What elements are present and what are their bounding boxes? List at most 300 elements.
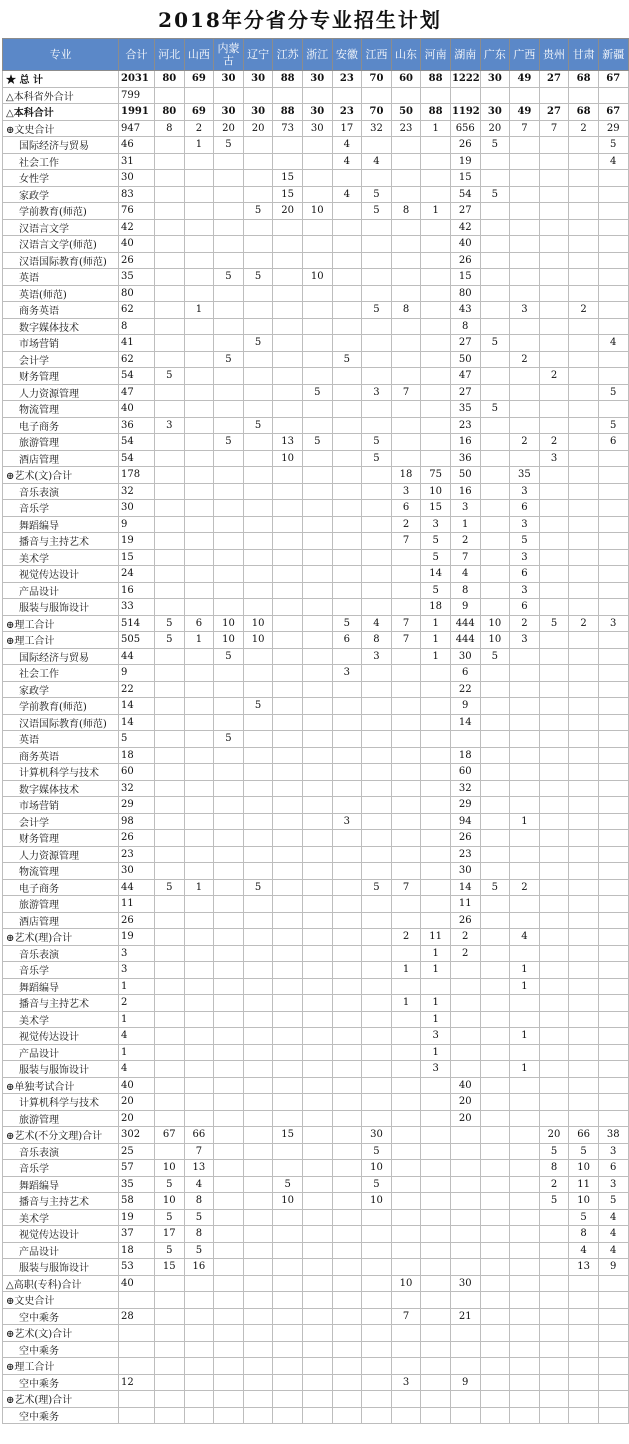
- quota-cell: [332, 1193, 362, 1210]
- quota-cell: [184, 285, 214, 302]
- quota-cell: [510, 945, 540, 962]
- quota-cell: 14: [421, 566, 451, 583]
- quota-cell: [539, 203, 569, 220]
- quota-cell: 1: [421, 1011, 451, 1028]
- total-cell: 2: [119, 995, 155, 1012]
- quota-cell: [214, 1407, 244, 1424]
- quota-cell: [155, 962, 185, 979]
- quota-cell: 15: [450, 269, 480, 286]
- quota-cell: [273, 962, 303, 979]
- total-cell: 23: [119, 846, 155, 863]
- quota-cell: [480, 582, 510, 599]
- quota-cell: [243, 1292, 273, 1309]
- quota-cell: [273, 1325, 303, 1342]
- quota-cell: [273, 912, 303, 929]
- header-row: [3, 39, 629, 71]
- quota-cell: [480, 813, 510, 830]
- quota-cell: [480, 945, 510, 962]
- quota-cell: [273, 632, 303, 649]
- quota-cell: [273, 87, 303, 104]
- quota-cell: [598, 632, 628, 649]
- quota-cell: [391, 797, 421, 814]
- quota-cell: 14: [450, 879, 480, 896]
- quota-cell: [598, 269, 628, 286]
- total-cell: 14: [119, 698, 155, 715]
- quota-cell: [480, 467, 510, 484]
- quota-cell: [510, 1176, 540, 1193]
- total-cell: 514: [119, 615, 155, 632]
- table-row: [3, 483, 629, 500]
- quota-cell: [273, 1374, 303, 1391]
- major-cell: 商务英语: [3, 747, 119, 764]
- quota-cell: [450, 1407, 480, 1424]
- quota-cell: [332, 252, 362, 269]
- quota-cell: [539, 995, 569, 1012]
- total-cell: 83: [119, 186, 155, 203]
- quota-cell: [598, 1011, 628, 1028]
- quota-cell: [421, 1193, 451, 1210]
- quota-cell: [510, 1110, 540, 1127]
- quota-cell: [362, 797, 392, 814]
- quota-cell: 5: [214, 351, 244, 368]
- quota-cell: [510, 1407, 540, 1424]
- quota-cell: [184, 698, 214, 715]
- quota-cell: [569, 203, 599, 220]
- quota-cell: [184, 252, 214, 269]
- quota-cell: [273, 384, 303, 401]
- quota-cell: [332, 566, 362, 583]
- quota-cell: [598, 252, 628, 269]
- quota-cell: [391, 1242, 421, 1259]
- quota-cell: [598, 830, 628, 847]
- quota-cell: [214, 566, 244, 583]
- quota-cell: 6: [332, 632, 362, 649]
- table-row: [3, 879, 629, 896]
- quota-cell: 5: [243, 335, 273, 352]
- quota-cell: [421, 1391, 451, 1408]
- quota-cell: [510, 417, 540, 434]
- major-cell: 美术学: [3, 1209, 119, 1226]
- quota-cell: [569, 1094, 599, 1111]
- quota-cell: [273, 335, 303, 352]
- quota-cell: [214, 186, 244, 203]
- quota-cell: [243, 401, 273, 418]
- quota-cell: 6: [598, 1160, 628, 1177]
- quota-cell: 68: [569, 71, 599, 88]
- quota-cell: [155, 995, 185, 1012]
- quota-cell: [421, 1209, 451, 1226]
- quota-cell: [569, 186, 599, 203]
- quota-cell: 20: [450, 1094, 480, 1111]
- quota-cell: [214, 1209, 244, 1226]
- table-row: [3, 1061, 629, 1078]
- quota-cell: [184, 1061, 214, 1078]
- quota-cell: 1: [391, 962, 421, 979]
- quota-cell: [480, 302, 510, 319]
- total-cell: 33: [119, 599, 155, 616]
- quota-cell: [302, 896, 332, 913]
- major-cell: 音乐学: [3, 962, 119, 979]
- quota-cell: [421, 1176, 451, 1193]
- quota-cell: 5: [243, 698, 273, 715]
- summary-row: [3, 1077, 629, 1094]
- quota-cell: [421, 335, 451, 352]
- quota-cell: [332, 285, 362, 302]
- quota-cell: 2: [450, 533, 480, 550]
- quota-cell: [391, 1391, 421, 1408]
- quota-cell: [302, 648, 332, 665]
- quota-cell: [362, 533, 392, 550]
- quota-cell: [302, 962, 332, 979]
- quota-cell: [421, 236, 451, 253]
- quota-cell: [450, 731, 480, 748]
- quota-cell: [480, 153, 510, 170]
- quota-cell: [243, 186, 273, 203]
- quota-cell: [539, 549, 569, 566]
- quota-cell: [332, 1127, 362, 1144]
- quota-cell: [273, 1028, 303, 1045]
- total-cell: 1: [119, 1011, 155, 1028]
- quota-cell: [214, 153, 244, 170]
- summary-row: [3, 467, 629, 484]
- quota-cell: [243, 665, 273, 682]
- quota-cell: 88: [273, 71, 303, 88]
- quota-cell: [332, 500, 362, 517]
- quota-cell: 20: [243, 120, 273, 137]
- quota-cell: [184, 434, 214, 451]
- quota-cell: 3: [332, 665, 362, 682]
- quota-cell: [362, 830, 392, 847]
- quota-cell: [332, 368, 362, 385]
- quota-cell: 5: [362, 203, 392, 220]
- quota-cell: [480, 681, 510, 698]
- quota-cell: [539, 302, 569, 319]
- quota-cell: 5: [214, 731, 244, 748]
- quota-cell: [302, 1259, 332, 1276]
- quota-cell: [243, 1358, 273, 1375]
- quota-cell: [302, 797, 332, 814]
- quota-cell: [214, 978, 244, 995]
- quota-cell: [480, 1407, 510, 1424]
- quota-cell: [214, 714, 244, 731]
- major-cell: 产品设计: [3, 582, 119, 599]
- total-cell: 37: [119, 1226, 155, 1243]
- quota-cell: [273, 1358, 303, 1375]
- quota-cell: [391, 1226, 421, 1243]
- quota-cell: 3: [450, 500, 480, 517]
- quota-cell: [391, 698, 421, 715]
- table-row: [3, 995, 629, 1012]
- quota-cell: 7: [391, 1308, 421, 1325]
- quota-cell: [510, 1094, 540, 1111]
- quota-cell: [391, 1209, 421, 1226]
- quota-cell: [184, 665, 214, 682]
- quota-cell: [480, 533, 510, 550]
- quota-cell: [273, 1391, 303, 1408]
- quota-cell: [302, 1077, 332, 1094]
- quota-cell: [155, 1143, 185, 1160]
- quota-cell: [362, 1325, 392, 1342]
- quota-cell: [569, 153, 599, 170]
- quota-cell: [302, 87, 332, 104]
- quota-cell: 8: [155, 120, 185, 137]
- total-cell: 11: [119, 896, 155, 913]
- quota-cell: [155, 401, 185, 418]
- total-cell: 5: [119, 731, 155, 748]
- quota-cell: [421, 764, 451, 781]
- quota-cell: [155, 1061, 185, 1078]
- quota-cell: [243, 1110, 273, 1127]
- quota-cell: [184, 318, 214, 335]
- quota-cell: [332, 1077, 362, 1094]
- quota-cell: [184, 186, 214, 203]
- quota-cell: [539, 632, 569, 649]
- quota-cell: [362, 285, 392, 302]
- quota-cell: [598, 533, 628, 550]
- quota-cell: [510, 995, 540, 1012]
- quota-cell: [510, 1226, 540, 1243]
- quota-cell: [362, 582, 392, 599]
- quota-cell: 10: [480, 632, 510, 649]
- quota-cell: [391, 813, 421, 830]
- quota-cell: 3: [510, 549, 540, 566]
- quota-cell: [391, 747, 421, 764]
- quota-cell: [480, 1011, 510, 1028]
- quota-cell: 5: [332, 615, 362, 632]
- quota-cell: [302, 170, 332, 187]
- quota-cell: [155, 1044, 185, 1061]
- major-cell: 服装与服饰设计: [3, 599, 119, 616]
- quota-cell: [184, 1094, 214, 1111]
- quota-cell: [480, 1160, 510, 1177]
- quota-cell: [421, 698, 451, 715]
- quota-cell: 4: [598, 1209, 628, 1226]
- major-cell: 音乐学: [3, 1160, 119, 1177]
- quota-cell: [302, 450, 332, 467]
- quota-cell: [569, 599, 599, 616]
- quota-cell: 23: [450, 417, 480, 434]
- quota-cell: [332, 1094, 362, 1111]
- quota-cell: 50: [450, 351, 480, 368]
- quota-cell: [302, 1226, 332, 1243]
- quota-cell: [214, 1176, 244, 1193]
- quota-cell: [273, 368, 303, 385]
- quota-cell: [214, 665, 244, 682]
- quota-cell: [362, 335, 392, 352]
- quota-cell: [362, 1308, 392, 1325]
- quota-cell: [391, 1341, 421, 1358]
- quota-cell: 3: [362, 384, 392, 401]
- quota-cell: [214, 1308, 244, 1325]
- quota-cell: [569, 269, 599, 286]
- column-header: 合计: [119, 39, 155, 71]
- quota-cell: [184, 1341, 214, 1358]
- major-cell: △本科省外合计: [3, 87, 119, 104]
- quota-cell: 35: [510, 467, 540, 484]
- quota-cell: [539, 269, 569, 286]
- quota-cell: 3: [421, 1028, 451, 1045]
- quota-cell: [332, 962, 362, 979]
- quota-cell: 10: [302, 269, 332, 286]
- quota-cell: [421, 896, 451, 913]
- quota-cell: [273, 302, 303, 319]
- total-cell: 62: [119, 351, 155, 368]
- quota-cell: [214, 1193, 244, 1210]
- quota-cell: 5: [362, 1143, 392, 1160]
- quota-cell: [184, 467, 214, 484]
- quota-cell: [480, 1094, 510, 1111]
- quota-cell: [421, 1143, 451, 1160]
- quota-cell: [480, 549, 510, 566]
- quota-cell: [510, 1275, 540, 1292]
- major-cell: 音乐表演: [3, 483, 119, 500]
- quota-cell: 5: [332, 351, 362, 368]
- quota-cell: 5: [510, 533, 540, 550]
- quota-cell: [184, 170, 214, 187]
- major-cell: 英语: [3, 731, 119, 748]
- quota-cell: [391, 269, 421, 286]
- quota-cell: [302, 417, 332, 434]
- quota-cell: [302, 582, 332, 599]
- quota-cell: [332, 1061, 362, 1078]
- quota-cell: [184, 1358, 214, 1375]
- quota-cell: [155, 747, 185, 764]
- quota-cell: [598, 401, 628, 418]
- quota-cell: [184, 1044, 214, 1061]
- quota-cell: [155, 87, 185, 104]
- quota-cell: [332, 1259, 362, 1276]
- quota-cell: [480, 962, 510, 979]
- quota-cell: [480, 351, 510, 368]
- quota-cell: 5: [598, 1193, 628, 1210]
- column-header: 新疆: [598, 39, 628, 71]
- quota-cell: 18: [391, 467, 421, 484]
- quota-cell: [480, 1358, 510, 1375]
- quota-cell: [421, 912, 451, 929]
- quota-cell: [332, 203, 362, 220]
- quota-cell: [273, 797, 303, 814]
- quota-cell: 4: [332, 153, 362, 170]
- quota-cell: [480, 285, 510, 302]
- total-cell: 1: [119, 1044, 155, 1061]
- quota-cell: [598, 780, 628, 797]
- quota-cell: [598, 648, 628, 665]
- quota-cell: [450, 1143, 480, 1160]
- quota-cell: 2: [450, 945, 480, 962]
- quota-cell: [480, 780, 510, 797]
- quota-cell: [391, 896, 421, 913]
- quota-cell: 4: [569, 1242, 599, 1259]
- quota-cell: 49: [510, 71, 540, 88]
- quota-cell: [362, 252, 392, 269]
- major-cell: 学前教育(师范): [3, 698, 119, 715]
- quota-cell: [332, 1374, 362, 1391]
- quota-cell: [391, 665, 421, 682]
- quota-cell: [569, 747, 599, 764]
- quota-cell: [391, 549, 421, 566]
- quota-cell: [510, 1259, 540, 1276]
- quota-cell: [243, 252, 273, 269]
- quota-cell: [480, 170, 510, 187]
- quota-cell: [510, 285, 540, 302]
- quota-cell: 11: [450, 896, 480, 913]
- quota-cell: 4: [332, 137, 362, 154]
- quota-cell: [510, 269, 540, 286]
- quota-cell: [184, 1275, 214, 1292]
- summary-row: [3, 71, 629, 88]
- summary-row: [3, 1391, 629, 1408]
- quota-cell: 5: [155, 879, 185, 896]
- quota-cell: [214, 252, 244, 269]
- quota-cell: 3: [598, 1176, 628, 1193]
- major-cell: 音乐表演: [3, 945, 119, 962]
- quota-cell: [302, 1209, 332, 1226]
- quota-cell: [332, 879, 362, 896]
- total-cell: 20: [119, 1110, 155, 1127]
- quota-cell: [480, 912, 510, 929]
- quota-cell: [362, 236, 392, 253]
- quota-cell: [362, 978, 392, 995]
- quota-cell: [184, 582, 214, 599]
- quota-cell: 5: [362, 879, 392, 896]
- quota-cell: [421, 450, 451, 467]
- quota-cell: [332, 929, 362, 946]
- quota-cell: [273, 764, 303, 781]
- quota-cell: [273, 1209, 303, 1226]
- quota-cell: [332, 912, 362, 929]
- quota-cell: [450, 1259, 480, 1276]
- total-cell: 26: [119, 912, 155, 929]
- quota-cell: 30: [450, 648, 480, 665]
- total-cell: 54: [119, 450, 155, 467]
- quota-cell: 5: [569, 1143, 599, 1160]
- major-cell: ⊕艺术(文)合计: [3, 467, 119, 484]
- table-header: [3, 39, 629, 71]
- quota-cell: 27: [450, 384, 480, 401]
- quota-cell: [302, 1044, 332, 1061]
- total-cell: 80: [119, 285, 155, 302]
- quota-cell: [155, 467, 185, 484]
- quota-cell: [569, 780, 599, 797]
- quota-cell: [273, 269, 303, 286]
- quota-cell: 16: [184, 1259, 214, 1276]
- quota-cell: 5: [539, 1143, 569, 1160]
- quota-cell: [243, 681, 273, 698]
- major-cell: 财务管理: [3, 830, 119, 847]
- quota-cell: [569, 170, 599, 187]
- total-cell: 41: [119, 335, 155, 352]
- quota-cell: [362, 170, 392, 187]
- quota-cell: [302, 995, 332, 1012]
- quota-cell: 5: [598, 384, 628, 401]
- quota-cell: [302, 1028, 332, 1045]
- quota-cell: [302, 335, 332, 352]
- quota-cell: [214, 1061, 244, 1078]
- quota-cell: [332, 978, 362, 995]
- quota-cell: [332, 1209, 362, 1226]
- quota-cell: [569, 813, 599, 830]
- quota-cell: [539, 153, 569, 170]
- quota-cell: [480, 368, 510, 385]
- major-cell: 产品设计: [3, 1044, 119, 1061]
- quota-cell: [539, 335, 569, 352]
- quota-cell: 5: [302, 434, 332, 451]
- quota-cell: [273, 500, 303, 517]
- quota-cell: [302, 731, 332, 748]
- quota-cell: [450, 962, 480, 979]
- quota-cell: [214, 747, 244, 764]
- quota-cell: [510, 1242, 540, 1259]
